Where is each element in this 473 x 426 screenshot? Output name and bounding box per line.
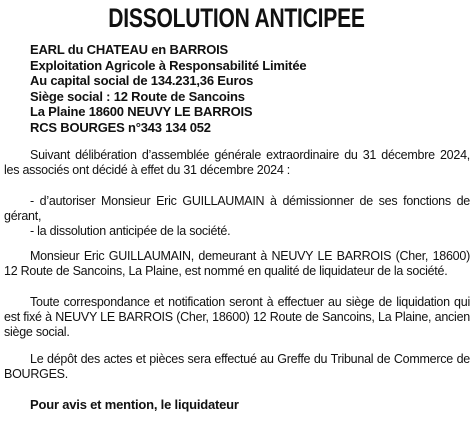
company-rcs: RCS BOURGES n°343 134 052 — [30, 119, 211, 135]
company-capital: Au capital social de 134.231,36 Euros — [30, 73, 254, 88]
paragraph-filing: Le dépôt des actes et pièces sera effectué au Greffe du Tribunal de Commerce de BOURGES. — [4, 352, 470, 381]
company-block — [30, 42, 460, 135]
paragraph-decision-2: - la dissolution anticipée de la société. — [30, 224, 231, 238]
paragraph-decision-1: - d’autoriser Monsieur Eric GUILLAUMAIN à démissionner de ses fonctions de gérant, — [4, 194, 470, 223]
company-name: EARL du CHATEAU en BARROIS — [30, 42, 228, 57]
paragraph-correspondence: Toute correspondance et notification seront à effectuer au siège de liquidation qui est fixé à NEUVY LE BARROIS (Cher, 18600) 12 Route de Sancoins, La Plaine, ancien siège social. — [4, 295, 470, 339]
closing-signature: Pour avis et mention, le liquidateur — [30, 397, 239, 412]
company-legal-form: Exploitation Agricole à Responsabilité Limitée — [30, 57, 307, 73]
paragraph-deliberation: Suivant délibération d’assemblée générale extraordinaire du 31 décembre 2024, les associés ont décidé à effet du 31 décembre 2024 : — [4, 148, 470, 177]
company-registered-office: Siège social : 12 Route de Sancoins — [30, 88, 245, 104]
notice-title: DISSOLUTION ANTICIPEE — [108, 3, 365, 33]
company-address: La Plaine 18600 NEUVY LE BARROIS — [30, 104, 253, 119]
paragraph-liquidator: Monsieur Eric GUILLAUMAIN, demeurant à NEUVY LE BARROIS (Cher, 18600) 12 Route de Sancoins, La Plaine, est nommé en qualité de liquidateur de la société. — [4, 249, 470, 278]
